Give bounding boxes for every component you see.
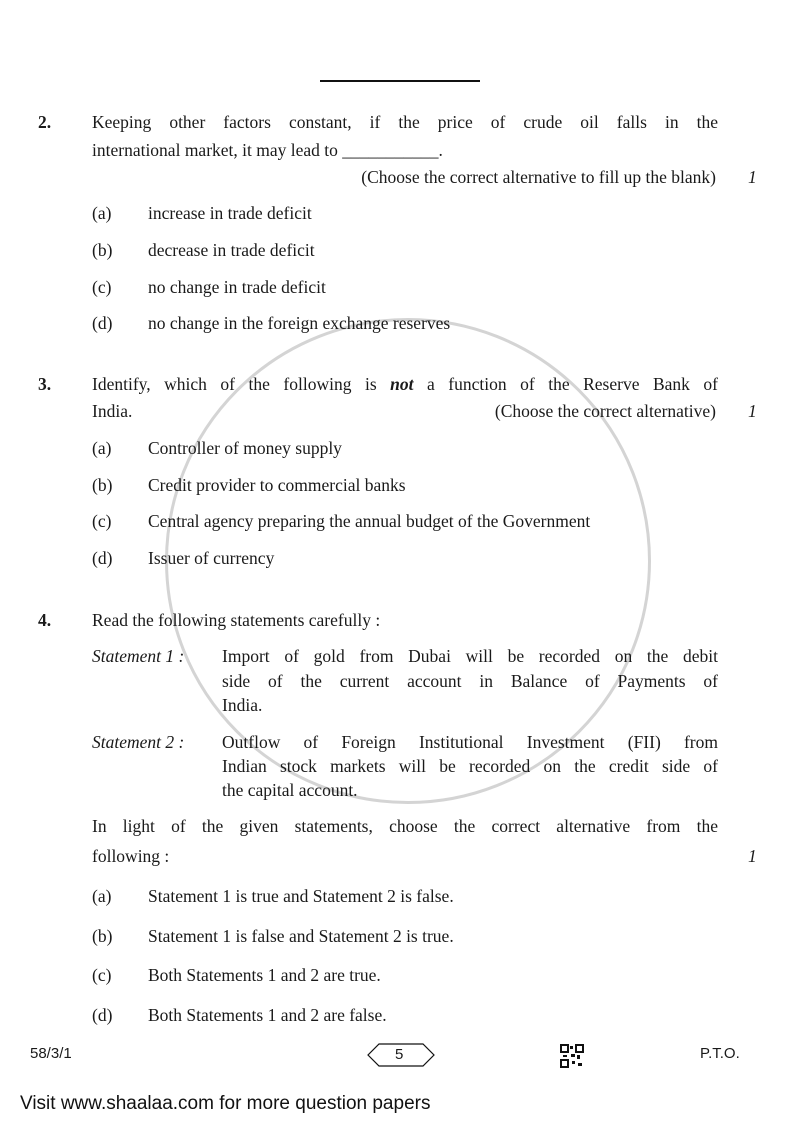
question-number: 2. (38, 112, 52, 132)
option-label: (b) (92, 926, 113, 946)
option-label: (b) (92, 240, 113, 260)
option-label: (d) (92, 313, 113, 333)
option-text: Issuer of currency (148, 548, 275, 568)
question-text: international market, it may lead to ___________. (92, 140, 443, 160)
paper-code: 58/3/1 (30, 1045, 72, 1062)
question-prompt: In light of the given statements, choose the correct alternative from the (92, 816, 718, 836)
option-label: (a) (92, 886, 112, 906)
statement-text: side of the current account in Balance of Payments of (222, 671, 718, 691)
option-label: (c) (92, 277, 112, 297)
option-text: Statement 1 is true and Statement 2 is false. (148, 886, 454, 906)
statement-text: Import of gold from Dubai will be recorded on the debit (222, 646, 718, 666)
qr-code-icon (560, 1044, 584, 1068)
question-text: Read the following statements carefully : (92, 610, 381, 630)
text: a function of the Reserve Bank of (427, 374, 719, 394)
question-number: 3. (38, 374, 52, 394)
option-text: increase in trade deficit (148, 203, 312, 223)
option-text: Credit provider to commercial banks (148, 475, 406, 495)
option-label: (b) (92, 475, 113, 495)
option-label: (a) (92, 438, 112, 458)
statement-text: the capital account. (222, 780, 358, 800)
top-rule (320, 80, 480, 82)
option-label: (d) (92, 1005, 113, 1025)
emphasis: not (390, 374, 414, 394)
question-number: 4. (38, 610, 52, 630)
question-text: India. (92, 401, 133, 421)
option-text: Both Statements 1 and 2 are false. (148, 1005, 387, 1025)
marks: 1 (748, 401, 757, 421)
text: Identify, which of the following is (92, 374, 377, 394)
statement-text: Indian stock markets will be recorded on the credit side of (222, 756, 718, 776)
option-label: (c) (92, 965, 112, 985)
option-text: Both Statements 1 and 2 are true. (148, 965, 381, 985)
question-prompt: following : (92, 846, 170, 866)
statement-label: Statement 1 : (92, 646, 185, 666)
option-label: (a) (92, 203, 112, 223)
question-text (92, 374, 718, 394)
question-instruction: (Choose the correct alternative to fill up the blank) (361, 167, 716, 187)
option-text: Central agency preparing the annual budget of the Government (148, 511, 591, 531)
option-text: Statement 1 is false and Statement 2 is true. (148, 926, 454, 946)
statement-label: Statement 2 : (92, 732, 185, 752)
option-label: (d) (92, 548, 113, 568)
visit-link-text: Visit www.shaalaa.com for more question papers (20, 1093, 431, 1114)
please-turn-over: P.T.O. (700, 1045, 740, 1062)
statement-text: India. (222, 695, 263, 715)
page-number: 5 (395, 1046, 404, 1063)
question-instruction: (Choose the correct alternative) (494, 401, 716, 421)
option-text: decrease in trade deficit (148, 240, 315, 260)
marks: 1 (748, 167, 757, 187)
option-label: (c) (92, 511, 112, 531)
statement-text: Outflow of Foreign Institutional Investment (FII) from (222, 732, 718, 752)
marks: 1 (748, 846, 757, 866)
option-text: no change in trade deficit (148, 277, 326, 297)
option-text: no change in the foreign exchange reserves (148, 313, 451, 333)
option-text: Controller of money supply (148, 438, 342, 458)
question-text: Keeping other factors constant, if the price of crude oil falls in the (92, 112, 718, 132)
